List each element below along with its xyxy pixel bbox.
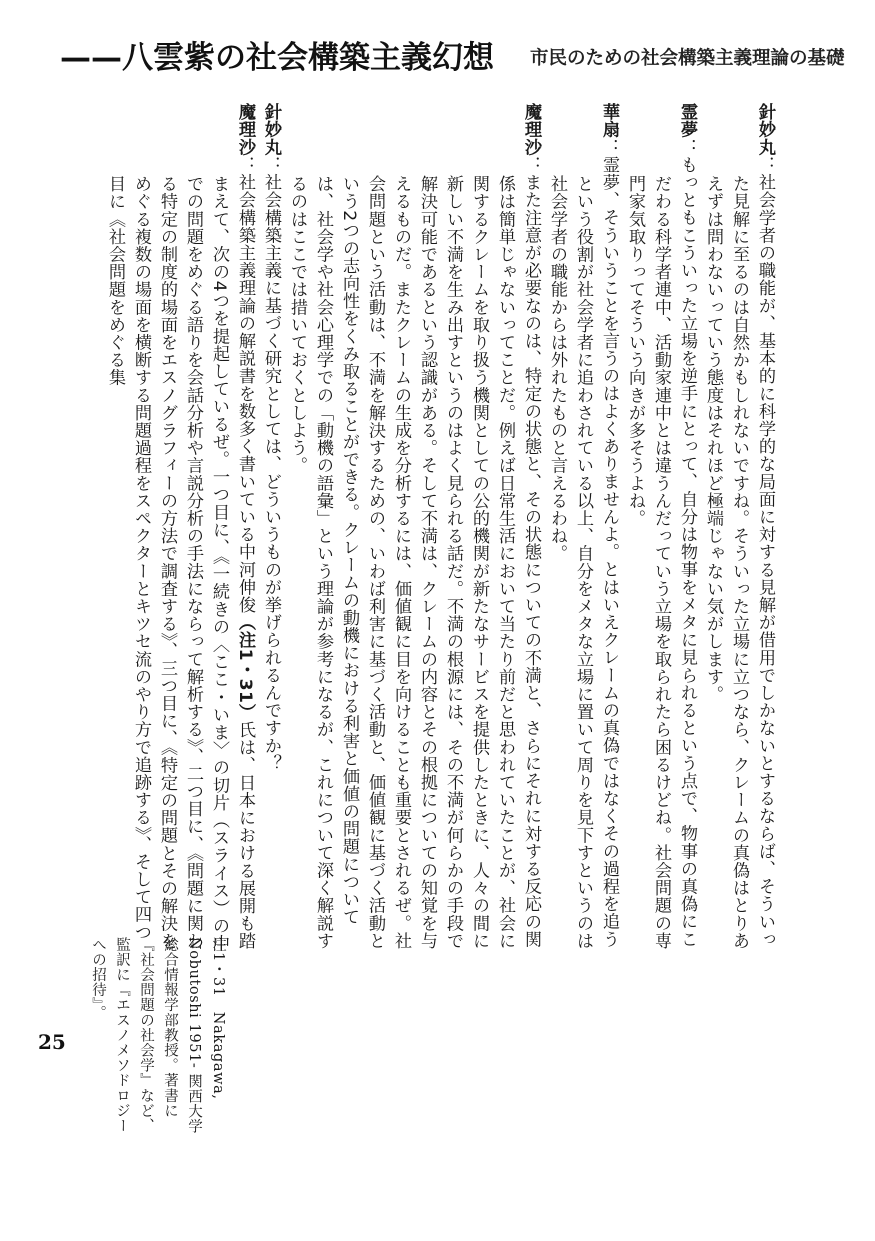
dialogue-text: 社会学者の職能が、基本的に科学的な局面に対する見解が借用でしかないとするならば、そういった見解に至るのは自然かもしれないですね。そういった立場に立つなら、クレームの真偽はとりあえずは問わないっていう態度はそれほど極端じゃない気がします。 [703, 173, 775, 950]
footnote-text: Nakagawa, Nobutoshi 1951- 関西大学総合情報学部教授。著書に『社会問題の社会学』など、監訳に『エスノメソドロジーへの招待』。 [90, 937, 226, 1135]
dialogue-text: 霊夢、そういうことを言うのはよくありませんよ。とはいえクレームの真偽ではなくその過程を追うという役割が社会学者に追わされている以上、自分をメタな立場に置いて周りを見下すというのは社会学者の職能からは外れたものと言えるわね。 [547, 155, 619, 950]
speaker-separator: ： [521, 155, 541, 174]
speaker-name: 針妙丸 [755, 103, 775, 156]
dialogue-line [544, 103, 622, 955]
speaker-name: 針妙丸 [261, 103, 281, 156]
footnote-line [86, 937, 230, 1137]
dialogue-line [102, 103, 258, 955]
speaker-separator: ： [261, 155, 281, 174]
speaker-separator: ： [599, 138, 619, 156]
chapter-title: ——八雲紫の社会構築主義幻想 [60, 40, 494, 76]
dialogue-text: 氏は、日本における展開も踏まえて、次の4つを提起しているぜ。一つ目に、《一続きの〈ここ・いま〉の切片（スライス）の中での問題をめぐる語りを会話分析や言説分析の手法にならって解析する》、二つ目に、《問題に関わる特定の制度的場面をエスノグラフィーの方法で調査する》、三つ目に、《特定の問題とその解決をめぐる複数の場面を横断する問題過程をスペクターとキツセ流のやり方で追跡する》、そして四つ目に《社会問題をめぐる集 [105, 175, 255, 953]
footnote [90, 937, 230, 1137]
dialogue-body [88, 103, 778, 955]
dialogue-line [700, 103, 778, 955]
speaker-name: 霊夢 [677, 103, 697, 139]
footnote-reference[interactable]: （注1・31） [235, 613, 255, 721]
dialogue-text: 社会構築主義に基づく研究としては、どういうものが挙げられるんですか？ [261, 173, 281, 772]
chapter-subtitle: 市民のための社会構築主義理論の基礎 [530, 48, 845, 69]
speaker-name: 魔理沙 [235, 103, 255, 156]
speaker-separator: ： [235, 155, 255, 174]
dialogue-text: また注意が必要なのは、特定の状態と、その状態についての不満と、さらにそれに対する反応の関係は簡単じゃないってことだ。例えば日常生活において当たり前だと思われていたことが、社会に関するクレームを取り扱う機関としての公的機関が新たなサービスを提供したときに、人々の間に新しい不満を生み出すというのはよく見られる話だ。不満の根源には、その不満が何らかの手段で解決可能であるという認識がある。そして不満は、クレームの内容とその根拠についての知覚を与えるものだ。またクレームの生成を分析するには、価値観に目を向けることも重要とされるぜ。社会問題という活動は、不満を解決するための、いわば利害に基づく活動と、価値観に基づく活動という2つの志向性をくみ取ることができる。クレームの動機における利害と価値の問題については、社会学や社会心理学での「動機の語彙」という理論が参考になるが、これについて深く解説するのはここでは措いておくとしよう。 [287, 173, 541, 950]
dialogue-line [258, 103, 284, 955]
speaker-name: 華扇 [599, 103, 619, 139]
page-number: 25 [38, 1030, 66, 1054]
speaker-separator: ： [677, 138, 697, 156]
footnote-label: 注1・31 [210, 937, 226, 997]
dialogue-text: もっともこういった立場を逆手にとって、自分は物事をメタに見られるという点で、物事の真偽にこだわる科学者連中、活動家連中とは違うんだっていう立場を取られたら困るけどね。社会問題の専門家気取りってそういう向きが多そうよね。 [625, 155, 697, 950]
speaker-separator: ： [755, 155, 775, 174]
speaker-name: 魔理沙 [521, 103, 541, 156]
dialogue-text: 社会構築主義理論の解説書を数多く書いている中河伸俊 [235, 173, 255, 614]
dialogue-line [622, 103, 700, 955]
running-header [60, 22, 845, 102]
dialogue-line [284, 103, 544, 955]
